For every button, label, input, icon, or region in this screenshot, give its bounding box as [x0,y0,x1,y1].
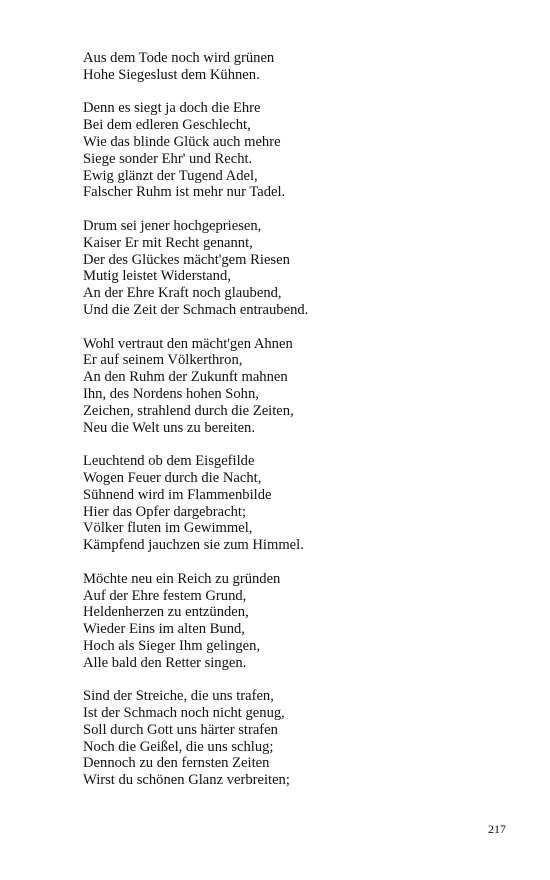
stanza-3 [83,218,503,319]
verse-line: Aus dem Tode noch wird grünen [83,50,275,66]
verse-line: Der des Glückes mächt'gem Riesen [83,251,290,268]
verse-line: Bei dem edleren Geschlecht, [83,117,251,134]
verse-line: Wohl vertraut den mächt'gen Ahnen [83,335,293,352]
verse-line: Falscher Ruhm ist mehr nur Tadel. [83,184,286,201]
verse-line: Wogen Feuer durch die Nacht, [83,469,262,486]
verse-line: Sühnend wird im Flammenbilde [83,486,272,503]
poem-text [83,50,503,806]
verse-line: Alle bald den Retter singen. [83,654,247,671]
verse-line: Dennoch zu den fernsten Zeiten [83,755,270,772]
stanza-4 [83,336,503,437]
stanza-1 [83,50,503,84]
verse-line: Möchte neu ein Reich zu gründen [83,570,281,587]
verse-line: An den Ruhm der Zukunft mahnen [83,369,288,386]
verse-line: Und die Zeit der Schmach entraubend. [83,301,309,318]
verse-line: Heldenherzen zu entzünden, [83,604,249,621]
verse-line: Neu die Welt uns zu bereiten. [83,419,256,436]
verse-line: Ist der Schmach noch nicht genug, [83,705,285,722]
verse-line: Mutig leistet Widerstand, [83,268,231,285]
verse-line: Wieder Eins im alten Bund, [83,621,245,638]
verse-line: Kämpfend jauchzen sie zum Himmel. [83,537,304,554]
verse-line: Sind der Streiche, die uns trafen, [83,688,274,705]
page-number: 217 [488,822,506,836]
verse-line: Drum sei jener hochgepriesen, [83,217,262,234]
stanza-2 [83,100,503,201]
verse-line: Denn es siegt ja doch die Ehre [83,100,261,117]
stanza-7 [83,688,503,789]
verse-line: Hohe Siegeslust dem Kühnen. [83,66,260,83]
verse-line: Noch die Geißel, die uns schlug; [83,738,274,755]
verse-line: Hoch als Sieger Ihm gelingen, [83,637,261,654]
verse-line: Auf der Ehre festem Grund, [83,587,247,604]
stanza-5 [83,453,503,554]
verse-line: Ihn, des Nordens hohen Sohn, [83,385,259,402]
verse-line: Kaiser Er mit Recht genannt, [83,234,253,251]
verse-line: Zeichen, strahlend durch die Zeiten, [83,402,294,419]
verse-line: Hier das Opfer dargebracht; [83,503,247,520]
stanza-6 [83,571,503,672]
verse-line: Völker fluten im Gewimmel, [83,520,253,537]
verse-line: Leuchtend ob dem Eisgefilde [83,453,255,470]
verse-line: Er auf seinem Völkerthron, [83,352,243,369]
verse-line: An der Ehre Kraft noch glaubend, [83,285,282,302]
verse-line: Siege sonder Ehr' und Recht. [83,150,253,167]
verse-line: Ewig glänzt der Tugend Adel, [83,167,258,184]
verse-line: Wirst du schönen Glanz verbreiten; [83,772,290,789]
verse-line: Soll durch Gott uns härter strafen [83,721,278,738]
verse-line: Wie das blinde Glück auch mehre [83,133,281,150]
